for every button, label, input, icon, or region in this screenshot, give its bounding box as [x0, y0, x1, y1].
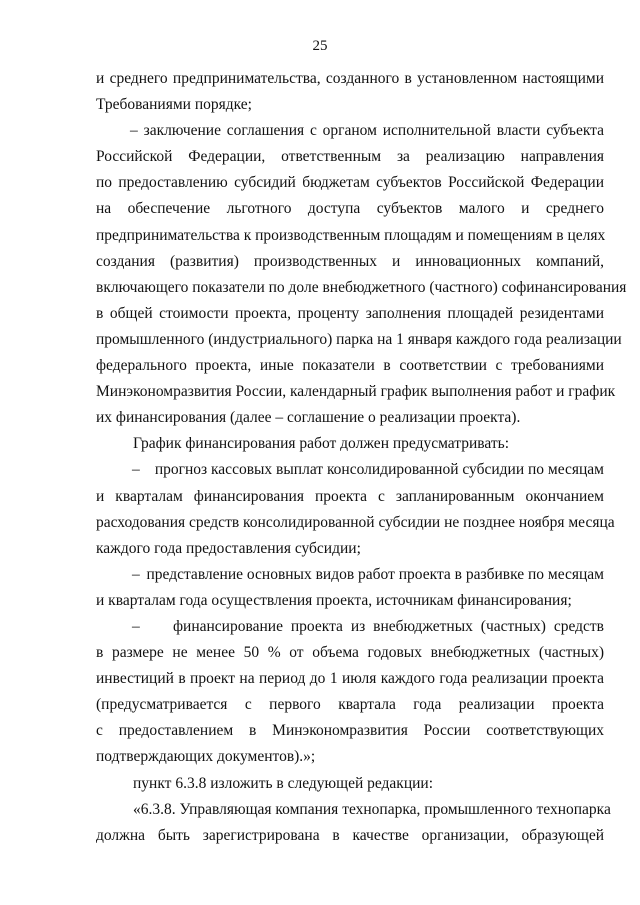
document-body: [96, 66, 627, 849]
text-line: в общей стоимости проекта, проценту заполнения площадей резидентами: [96, 304, 604, 322]
text-line: – заключение соглашения с органом исполнительной власти субъекта: [130, 122, 604, 140]
text-line: прогноз кассовых выплат консолидированной субсидии по месяцам: [154, 461, 604, 479]
text-line: промышленного (индустриального) парка на 1 января каждого года реализации: [96, 330, 622, 348]
text-line: их финансирования (далее – соглашение о реализации проекта).: [96, 409, 521, 427]
text-line: в размере не менее 50 % от объема годовых внебюджетных (частных): [96, 644, 604, 662]
text-line: Минэкономразвития России, календарный график выполнения работ и график: [96, 383, 616, 401]
text-line: на обеспечение льготного доступа субъектов малого и среднего: [96, 200, 604, 218]
text-line: подтверждающих документов).»;: [96, 748, 316, 766]
page-number: 25: [312, 38, 328, 54]
list-item-line: [96, 614, 604, 640]
list-item-line: [96, 457, 604, 483]
list-dash: –: [132, 461, 140, 479]
text-line: создания (развития) производственных и инновационных компаний,: [96, 252, 604, 270]
text-line: инвестиций в проект на период до 1 июля каждого года реализации проекта: [96, 670, 604, 688]
text-line: федерального проекта, иные показатели в соответствии с требованиями: [96, 357, 604, 375]
text-line: и кварталам финансирования проекта с запланированным окончанием: [96, 487, 604, 505]
text-line: каждого года предоставления субсидии;: [96, 539, 361, 557]
text-line: пункт 6.3.8 изложить в следующей редакции:: [133, 774, 434, 792]
text-line: «6.3.8. Управляющая компания технопарка, промышленного технопарка: [133, 800, 611, 818]
list-dash: –: [132, 617, 140, 635]
text-line: и кварталам года осуществления проекта, источникам финансирования;: [96, 591, 572, 609]
text-line: включающего показатели по доле внебюджетного (частного) софинансирования: [96, 278, 627, 296]
text-line: (предусматривается с первого квартала года реализации проекта: [96, 696, 604, 714]
text-line: представление основных видов работ проекта в разбивке по месяцам: [146, 565, 604, 583]
text-line: График финансирования работ должен предусматривать:: [133, 435, 510, 453]
text-line: и среднего предпринимательства, созданного в установленном настоящими: [96, 70, 604, 87]
text-line: по предоставлению субсидий бюджетам субъектов Российской Федерации: [96, 174, 604, 192]
text-line: предпринимательства к производственным площадям и помещениям в целях: [96, 226, 606, 244]
text-line: должна быть зарегистрирована в качестве организации, образующей: [96, 826, 604, 844]
list-item-line: [96, 562, 604, 588]
text-line: расходования средств консолидированной субсидии не позднее ноября месяца: [96, 513, 615, 531]
text-line: финансирование проекта из внебюджетных (частных) средств: [173, 617, 604, 635]
text-line: Требованиями порядке;: [96, 96, 252, 114]
text-line: с предоставлением в Минэкономразвития России соответствующих: [96, 722, 604, 740]
text-line: Российской Федерации, ответственным за реализацию направления: [96, 148, 604, 166]
list-dash: –: [132, 565, 140, 583]
